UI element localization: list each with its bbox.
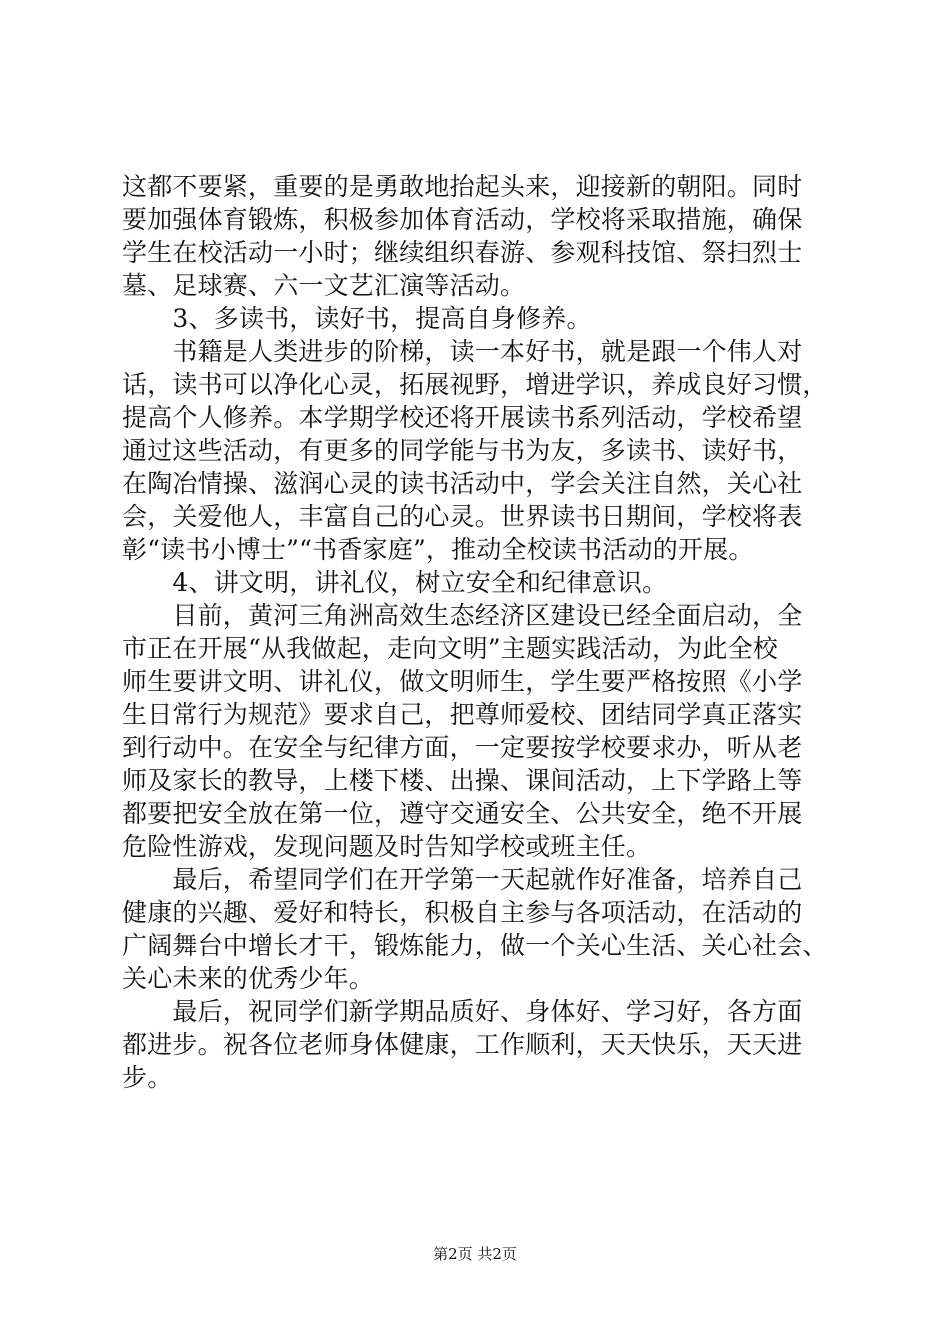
page-number-label: 第2页 共2页 — [433, 1245, 517, 1263]
page-footer — [0, 1244, 950, 1264]
body-line: 书籍是人类进步的阶梯，读一本好书，就是跟一个伟人对 — [122, 337, 803, 366]
body-line: 学生在校活动一小时；继续组织春游、参观科技馆、祭扫烈士 — [122, 238, 803, 267]
document-body — [122, 170, 842, 1094]
body-line: 最后，希望同学们在开学第一天起就作好准备，培养自己 — [122, 865, 803, 894]
body-line: 到行动中。在安全与纪律方面，一定要按学校要求办，听从老 — [122, 733, 803, 762]
body-line: 目前，黄河三角洲高效生态经济区建设已经全面启动，全 — [122, 601, 803, 630]
body-line: 彰“读书小博士”“书香家庭”，推动全校读书活动的开展。 — [122, 535, 754, 564]
body-line: 都要把安全放在第一位，遵守交通安全、公共安全，绝不开展 — [122, 799, 803, 828]
section-heading-3: 3、多读书，读好书，提高自身修养。 — [122, 304, 592, 333]
body-line: 健康的兴趣、爱好和特长，积极自主参与各项活动，在活动的 — [122, 898, 803, 927]
body-line: 师生要讲文明、讲礼仪，做文明师生，学生要严格按照《小学 — [122, 667, 803, 696]
body-line: 师及家长的教导，上楼下楼、出操、课间活动，上下学路上等 — [122, 766, 803, 795]
body-line: 最后，祝同学们新学期品质好、身体好、学习好，各方面 — [122, 997, 803, 1026]
body-line: 会，关爱他人，丰富自己的心灵。世界读书日期间，学校将表 — [122, 502, 803, 531]
body-line: 通过这些活动，有更多的同学能与书为友，多读书、读好书， — [122, 436, 803, 465]
body-line: 市正在开展“从我做起，走向文明”主题实践活动，为此全校 — [122, 634, 778, 663]
body-line: 话，读书可以净化心灵，拓展视野，增进学识，养成良好习惯， — [122, 370, 828, 399]
body-line: 都进步。祝各位老师身体健康，工作顺利，天天快乐，天天进 — [122, 1030, 803, 1059]
section-heading-4: 4、讲文明，讲礼仪，树立安全和纪律意识。 — [122, 568, 668, 597]
body-line: 这都不要紧，重要的是勇敢地抬起头来，迎接新的朝阳。同时 — [122, 172, 803, 201]
body-line: 墓、足球赛、六一文艺汇演等活动。 — [122, 271, 526, 300]
body-line: 关心未来的优秀少年。 — [122, 964, 375, 993]
body-line: 要加强体育锻炼，积极参加体育活动，学校将采取措施，确保 — [122, 205, 803, 234]
body-line: 步。 — [122, 1063, 173, 1092]
body-line: 在陶冶情操、滋润心灵的读书活动中，学会关注自然，关心社 — [122, 469, 803, 498]
body-line: 危险性游戏，发现问题及时告知学校或班主任。 — [122, 832, 652, 861]
body-line: 提高个人修养。本学期学校还将开展读书系列活动，学校希望 — [122, 403, 803, 432]
body-line: 生日常行为规范》要求自己，把尊师爱校、团结同学真正落实 — [122, 700, 803, 729]
body-line: 广阔舞台中增长才干，锻炼能力，做一个关心生活、关心社会、 — [122, 931, 828, 960]
